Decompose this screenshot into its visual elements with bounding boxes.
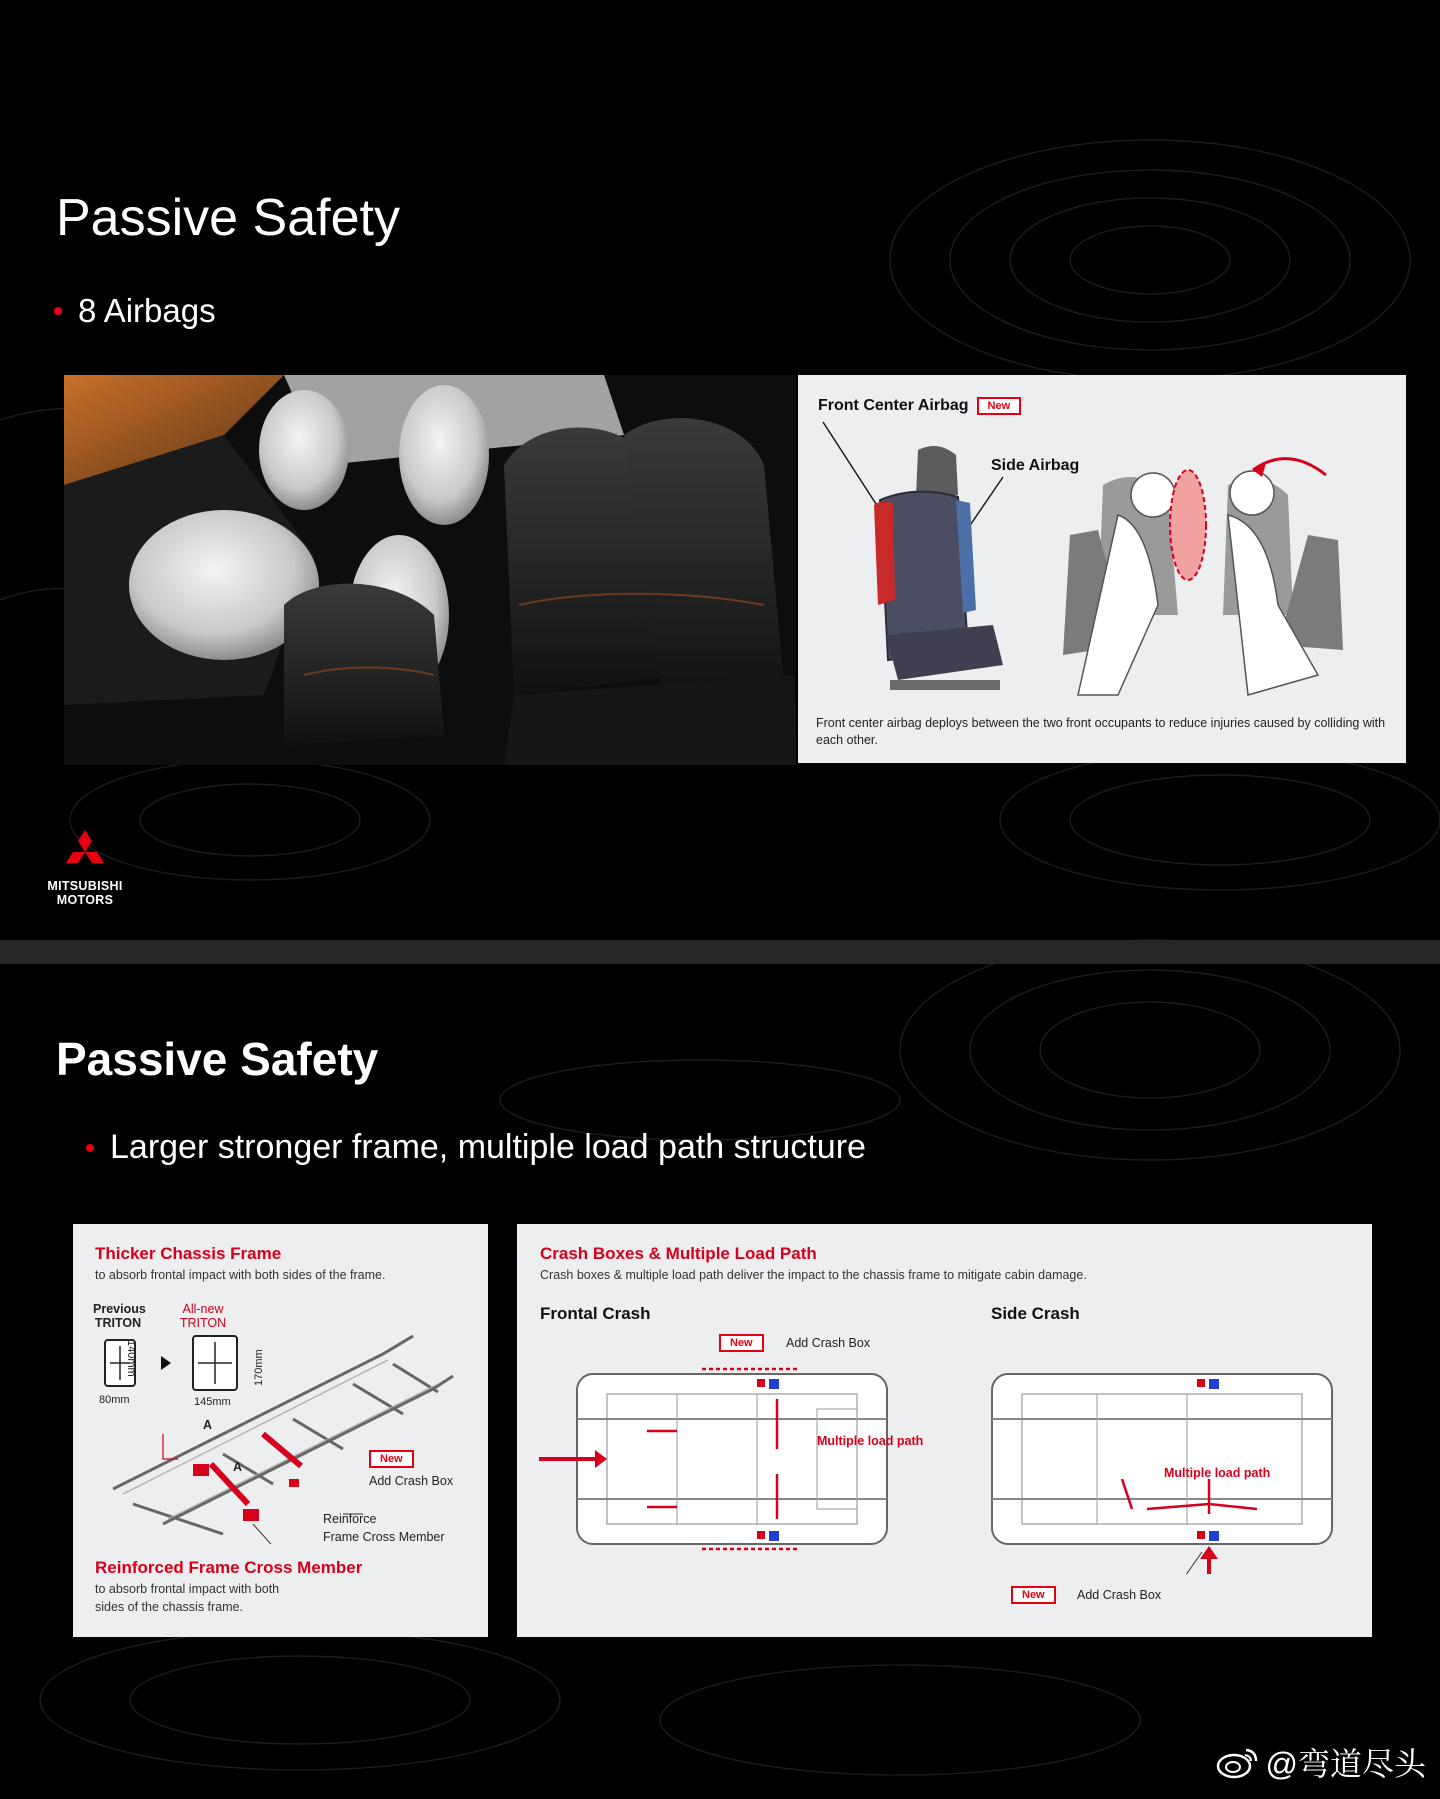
crash-subtitle: Crash boxes & multiple load path deliver the impact to the chassis frame to mitigate cabin damage.: [540, 1268, 1087, 1282]
slide2-title: Passive Safety: [56, 1033, 379, 1085]
airbag-caption: Front center airbag deploys between the two front occupants to reduce injuries caused by colliding with each other.: [816, 716, 1386, 747]
previous-line2: TRITON: [94, 1316, 142, 1330]
frontal-crash-label: Frontal Crash: [540, 1304, 651, 1323]
seat-airbag-diagram: [798, 375, 1406, 705]
reinforced-heading: Reinforced Frame Cross Member: [95, 1558, 363, 1577]
side-airbag-label: Side Airbag: [991, 457, 1080, 474]
front-center-airbag-label: Front Center Airbag: [818, 397, 969, 414]
interior-airbag-photo: [64, 375, 796, 765]
mitsubishi-logo: [42, 830, 128, 907]
new-badge: New: [977, 397, 1022, 415]
side-chassis-plan: [992, 1374, 1332, 1544]
brand-line2: MOTORS: [56, 893, 114, 907]
allnew-line1: All-new: [182, 1302, 224, 1316]
brand-line1: MITSUBISHI: [47, 879, 123, 893]
weibo-icon: [1216, 1745, 1260, 1779]
chassis-new-badge: New: [369, 1450, 414, 1468]
prev-width: 80mm: [99, 1394, 130, 1406]
chassis-subtitle: to absorb frontal impact with both sides of the frame.: [95, 1268, 386, 1282]
prev-height: 140mm: [125, 1340, 137, 1377]
bullet-dot: [86, 1144, 94, 1152]
previous-line1: Previous: [93, 1302, 146, 1316]
reinforce-line1: Reinforce: [323, 1512, 377, 1526]
chassis-frame-illustration: [103, 1314, 483, 1544]
allnew-line2: TRITON: [179, 1316, 227, 1330]
chassis-add-crash-box: Add Crash Box: [369, 1474, 454, 1488]
bullet-dot: [54, 307, 62, 315]
section-mark-a2: A: [233, 1460, 243, 1474]
side-add-crash-box: Add Crash Box: [1077, 1588, 1162, 1602]
side-crash-label: Side Crash: [991, 1304, 1080, 1323]
chassis-heading: Thicker Chassis Frame: [95, 1244, 282, 1263]
frontal-chassis-plan: [577, 1374, 887, 1544]
slide1-title: Passive Safety: [56, 189, 400, 247]
front-center-airbag-panel: [798, 375, 1406, 763]
seat-icon: [874, 446, 1003, 690]
side-new-badge: New: [1011, 1586, 1056, 1604]
three-diamonds-icon: [61, 830, 109, 874]
slide1-bullet-text: 8 Airbags: [78, 292, 216, 329]
section-mark-a1: A: [203, 1418, 213, 1432]
reinforce-line2: Frame Cross Member: [323, 1530, 445, 1544]
new-width: 145mm: [194, 1396, 231, 1408]
slide2-bullet-text: Larger stronger frame, multiple load path structure: [110, 1128, 866, 1166]
watermark: [1216, 1739, 1427, 1785]
crash-diagrams: [517, 1354, 1372, 1574]
slide1-bullet: [54, 292, 216, 330]
slide2-bullet: [86, 1128, 866, 1167]
side-multiple-load-path: Multiple load path: [1164, 1466, 1271, 1480]
new-height: 170mm: [253, 1349, 265, 1386]
crash-heading: Crash Boxes & Multiple Load Path: [540, 1244, 817, 1263]
frontal-multiple-load-path: Multiple load path: [817, 1434, 924, 1448]
reinforced-line1: to absorb frontal impact with both: [95, 1582, 280, 1596]
reinforced-line2: sides of the chassis frame.: [95, 1600, 243, 1614]
frontal-add-crash-box: Add Crash Box: [786, 1336, 871, 1350]
crash-boxes-panel: [517, 1224, 1372, 1637]
slide-divider: [0, 940, 1440, 964]
watermark-text: @弯道尽头: [1265, 1746, 1426, 1782]
occupants-diagram: [1063, 459, 1343, 695]
thicker-chassis-panel: [73, 1224, 488, 1637]
frontal-new-badge: New: [719, 1334, 764, 1352]
